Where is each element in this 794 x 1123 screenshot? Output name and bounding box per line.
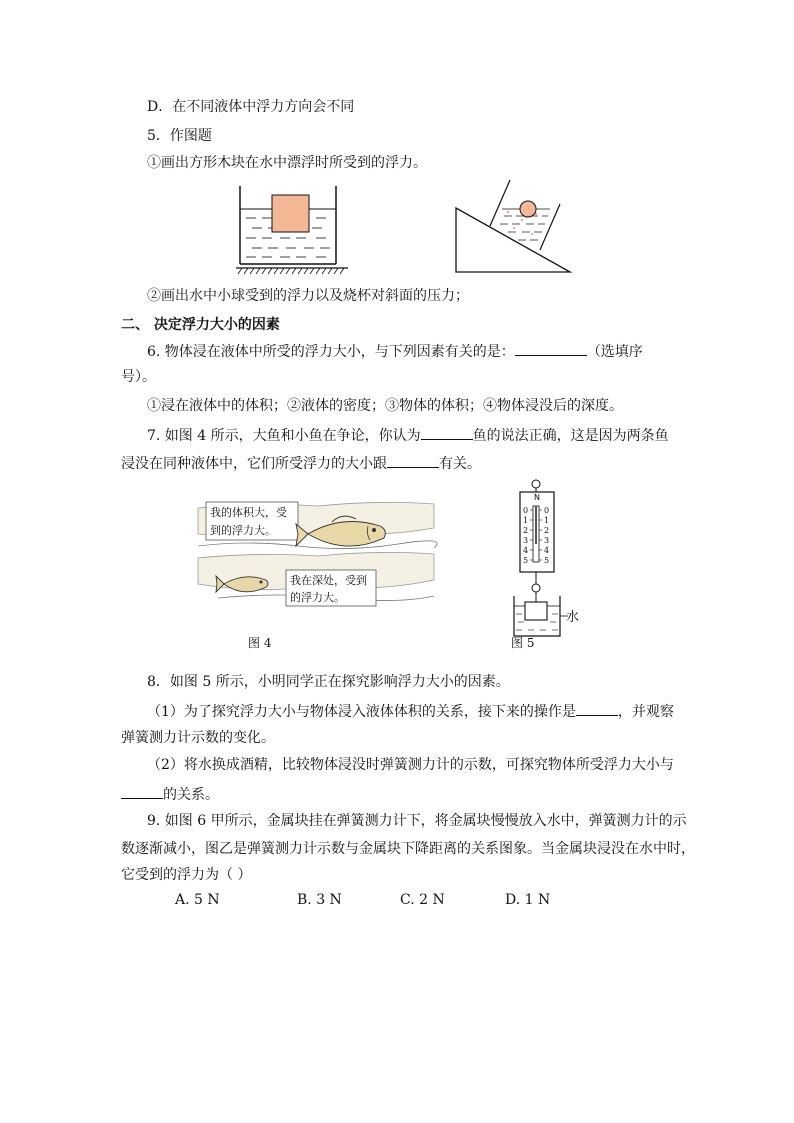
question-5-title: 5．作图题 — [147, 128, 212, 144]
scale-unit-label: N — [534, 493, 540, 502]
question-9-line-3: 它受到的浮力为（ ） — [121, 867, 252, 883]
question-7-line-1 — [147, 425, 669, 445]
spring-scale-figure — [506, 478, 596, 638]
scale-tick-left: 1 — [523, 516, 529, 525]
answer-blank-q8-2[interactable] — [121, 784, 163, 799]
small-fish-speech-2: 的浮力大。 — [290, 591, 345, 604]
question-7-text-b: 鱼的说法正确，这是因为两条鱼 — [472, 428, 669, 444]
wood-block-beaker-figure — [232, 186, 362, 276]
question-8-title: 8．如图 5 所示，小明同学正在探究影响浮力大小的因素。 — [147, 674, 510, 690]
question-9-line-1: 9. 如图 6 甲所示，金属块挂在弹簧测力计下，将金属块慢慢放入水中，弹簧测力计的示 — [147, 813, 687, 829]
metal-block — [525, 602, 547, 620]
scale-tick-left: 3 — [523, 536, 529, 545]
question-7-text-a: 7. 如图 4 所示，大鱼和小鱼在争论，你认为 — [147, 428, 421, 444]
option-b[interactable]: B. 3 N — [297, 892, 342, 908]
question-5-part-2: ②画出水中小球受到的浮力以及烧杯对斜面的压力； — [147, 288, 469, 304]
question-8-1-text: （1）为了探究浮力大小与物体浸入液体体积的关系，接下来的操作是 — [147, 704, 576, 720]
water-label: 水 — [566, 610, 580, 625]
question-8-part-2-cont — [121, 784, 219, 804]
question-5-part-1: ①画出方形木块在水中漂浮时所受到的浮力。 — [147, 155, 427, 171]
figure-5-caption: 图 5 — [511, 636, 535, 650]
scale-tick-right: 5 — [544, 556, 550, 565]
scale-tick-right: 0 — [544, 506, 550, 515]
question-8-1-text-b: ，并观察 — [617, 704, 674, 720]
question-8-part-1 — [147, 701, 674, 721]
option-a[interactable]: A. 5 N — [175, 892, 220, 908]
question-7-text-c: 浸没在同种液体中，它们所受浮力的大小跟 — [121, 456, 387, 472]
scale-tick-right: 3 — [544, 536, 550, 545]
small-fish-speech-1: 我在深处，受到 — [290, 574, 367, 587]
option-d-line: D．在不同液体中浮力方向会不同 — [147, 99, 355, 115]
big-fish-speech-1: 我的体积大，受 — [210, 506, 287, 519]
scale-tick-left: 4 — [523, 546, 529, 555]
question-6-line-1 — [147, 341, 643, 361]
scale-tick-right: 2 — [544, 526, 550, 535]
question-6-line-2: 号）。 — [121, 369, 156, 385]
answer-blank-q8-1[interactable] — [576, 701, 618, 716]
question-7-line-2 — [121, 453, 481, 473]
question-6-options: ①浸在液体中的体积；②液体的密度；③物体的体积；④物体浸没后的深度。 — [147, 398, 623, 414]
wood-block — [272, 195, 309, 232]
option-c[interactable]: C. 2 N — [400, 892, 445, 908]
option-d[interactable]: D. 1 N — [505, 892, 551, 908]
section-2-heading: 二、 决定浮力大小的因素 — [121, 317, 280, 333]
answer-blank-q7-2[interactable] — [387, 453, 439, 468]
answer-blank-q6[interactable] — [515, 341, 587, 356]
question-9-line-2: 数逐渐减小，图乙是弹簧测力计示数与金属块下降距离的关系图象。当金属块浸没在水中时， — [121, 841, 695, 857]
scale-tick-left: 0 — [523, 506, 529, 515]
incline-beaker-figure — [452, 176, 582, 276]
question-8-part-2: （2）将水换成酒精，比较物体浸没时弹簧测力计的示数，可探究物体所受浮力大小与 — [147, 757, 674, 773]
figure-4-caption: 图 4 — [248, 636, 272, 650]
ball — [520, 201, 536, 217]
scale-tick-left: 2 — [523, 526, 529, 535]
scale-tick-right: 1 — [544, 516, 550, 525]
answer-blank-q7-1[interactable] — [421, 425, 473, 440]
scale-tick-left: 5 — [523, 556, 529, 565]
big-fish-speech-2: 到的浮力大。 — [210, 524, 276, 537]
question-6-hint: （选填序 — [586, 344, 643, 360]
question-8-part-1-cont: 弹簧测力计示数的变化。 — [121, 730, 275, 746]
scale-tick-right: 4 — [544, 546, 550, 555]
fish-figure — [198, 498, 438, 608]
question-6-text: 6. 物体浸在液体中所受的浮力大小，与下列因素有关的是： — [147, 344, 515, 360]
question-7-text-d: 有关。 — [439, 456, 481, 472]
question-8-2-text-b: 的关系。 — [163, 787, 219, 803]
